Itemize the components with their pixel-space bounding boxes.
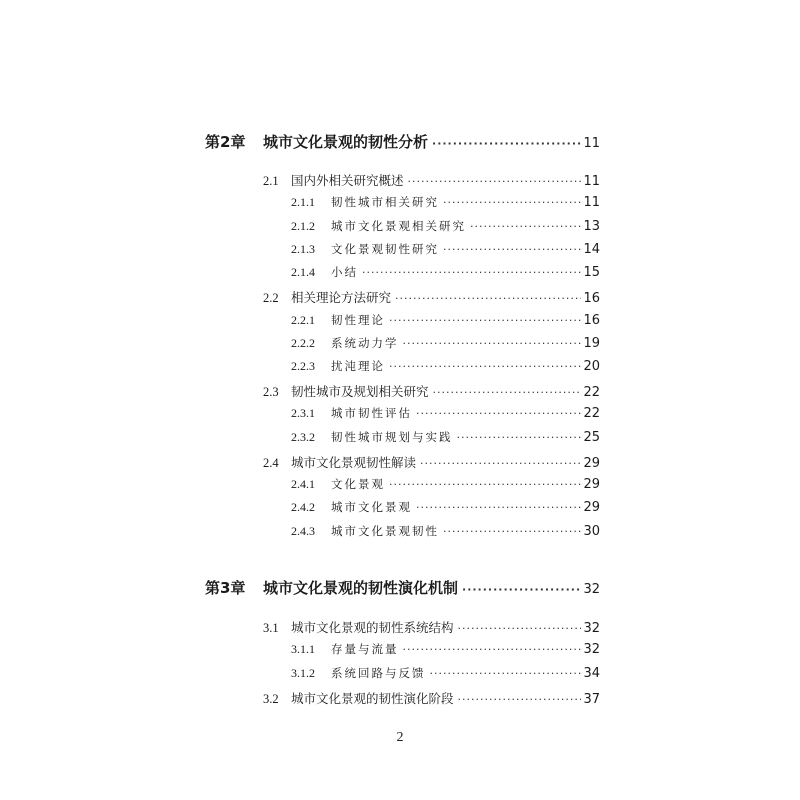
section-title: 韧性城市及规划相关研究	[291, 384, 429, 399]
subsection-page: 30	[583, 524, 600, 539]
toc-subsection-2-4-2	[291, 499, 600, 515]
subsection-number: 2.1.3	[291, 242, 315, 256]
toc-subsection-2-4-1	[291, 476, 600, 492]
subsection-number: 2.3.1	[291, 406, 315, 420]
subsection-page: 22	[583, 406, 600, 421]
dot-leader	[470, 220, 581, 233]
section-title: 相关理论方法研究	[291, 290, 392, 305]
toc-subsection-2-2-2	[291, 335, 600, 351]
section-page: 29	[583, 456, 600, 471]
subsection-title: 扰沌理论	[331, 359, 385, 373]
section-number: 2.1	[263, 174, 279, 188]
dot-leader	[458, 622, 582, 635]
subsection-page: 32	[583, 642, 600, 657]
chapter-number: 第2章	[205, 133, 246, 151]
dot-leader	[457, 431, 582, 444]
dot-leader	[443, 243, 581, 256]
subsection-number: 2.2.2	[291, 336, 315, 350]
subsection-page: 29	[583, 477, 600, 492]
dot-leader	[389, 314, 581, 327]
dot-leader	[433, 386, 582, 399]
subsection-title: 小结	[331, 265, 358, 279]
section-number: 3.2	[263, 692, 279, 706]
toc-section-2-1	[263, 171, 600, 189]
dot-leader	[430, 667, 582, 680]
chapter-title: 城市文化景观的韧性分析	[263, 133, 429, 151]
subsection-number: 2.3.2	[291, 430, 315, 444]
subsection-number: 2.4.3	[291, 524, 315, 538]
subsection-title: 韧性城市规划与实践	[331, 430, 453, 444]
section-page: 22	[583, 385, 600, 400]
toc-chapter-2	[205, 131, 600, 152]
subsection-title: 韧性城市相关研究	[331, 195, 439, 209]
toc-subsection-2-1-1	[291, 194, 600, 210]
section-title: 城市文化景观的韧性系统结构	[291, 620, 454, 635]
toc-section-2-2	[263, 288, 600, 306]
subsection-page: 29	[583, 500, 600, 515]
subsection-title: 存量与流量	[331, 642, 399, 656]
dot-leader	[408, 175, 582, 188]
section-title: 城市文化景观韧性解读	[291, 455, 417, 470]
subsection-number: 2.1.2	[291, 219, 315, 233]
page-number: 2	[396, 730, 404, 745]
subsection-number: 2.1.4	[291, 265, 315, 279]
section-number: 2.3	[263, 385, 279, 399]
dot-leader	[403, 643, 582, 656]
toc-subsection-2-3-1	[291, 405, 600, 421]
section-number: 2.2	[263, 291, 279, 305]
subsection-title: 韧性理论	[331, 313, 385, 327]
section-page: 16	[583, 291, 600, 306]
section-title: 国内外相关研究概述	[291, 173, 404, 188]
subsection-title: 城市文化景观相关研究	[331, 219, 466, 233]
toc-subsection-2-3-2	[291, 429, 600, 445]
dot-leader	[395, 292, 581, 305]
subsection-number: 3.1.1	[291, 642, 315, 656]
subsection-page: 15	[583, 265, 600, 280]
dot-leader	[403, 337, 582, 350]
dot-leader	[416, 407, 581, 420]
dot-leader	[462, 583, 581, 596]
section-title: 城市文化景观的韧性演化阶段	[291, 691, 454, 706]
subsection-number: 3.1.2	[291, 666, 315, 680]
section-number: 2.4	[263, 456, 279, 470]
toc-subsection-2-2-3	[291, 358, 600, 374]
toc-section-3-2	[263, 689, 600, 707]
subsection-page: 11	[583, 195, 600, 210]
subsection-page: 16	[583, 313, 600, 328]
toc-subsection-3-1-2	[291, 665, 600, 681]
subsection-title: 文化景观	[331, 477, 385, 491]
chapter-title: 城市文化景观的韧性演化机制	[263, 579, 459, 597]
subsection-number: 2.2.3	[291, 359, 315, 373]
toc-section-3-1	[263, 618, 600, 636]
toc-subsection-2-1-4	[291, 264, 600, 280]
toc-chapter-3	[205, 577, 600, 598]
section-number: 3.1	[263, 621, 279, 635]
dot-leader	[443, 525, 581, 538]
dot-leader	[458, 693, 582, 706]
toc-subsection-3-1-1	[291, 641, 600, 657]
subsection-page: 19	[583, 336, 600, 351]
subsection-number: 2.4.2	[291, 500, 315, 514]
chapter-page: 11	[583, 136, 600, 151]
subsection-title: 系统动力学	[331, 336, 399, 350]
toc-subsection-2-2-1	[291, 312, 600, 328]
section-page: 11	[583, 174, 600, 189]
dot-leader	[420, 457, 581, 470]
subsection-title: 城市文化景观韧性	[331, 524, 439, 538]
dot-leader	[432, 137, 581, 150]
subsection-title: 文化景观韧性研究	[331, 242, 439, 256]
subsection-page: 25	[583, 430, 600, 445]
chapter-page: 32	[583, 582, 600, 597]
subsection-page: 34	[583, 666, 600, 681]
subsection-page: 14	[583, 242, 600, 257]
dot-leader	[443, 196, 581, 209]
section-page: 37	[583, 692, 600, 707]
subsection-title: 城市文化景观	[331, 500, 412, 514]
toc-section-2-4	[263, 453, 600, 471]
chapter-number: 第3章	[205, 579, 246, 597]
section-page: 32	[583, 621, 600, 636]
toc-section-2-3	[263, 382, 600, 400]
toc-subsection-2-1-3	[291, 241, 600, 257]
subsection-page: 20	[583, 359, 600, 374]
subsection-title: 系统回路与反馈	[331, 666, 426, 680]
dot-leader	[389, 360, 581, 373]
subsection-page: 13	[583, 219, 600, 234]
subsection-title: 城市韧性评估	[331, 406, 412, 420]
subsection-number: 2.1.1	[291, 195, 315, 209]
dot-leader	[362, 266, 581, 279]
toc-subsection-2-4-3	[291, 523, 600, 539]
subsection-number: 2.4.1	[291, 477, 315, 491]
dot-leader	[416, 501, 581, 514]
dot-leader	[389, 478, 581, 491]
toc-subsection-2-1-2	[291, 218, 600, 234]
subsection-number: 2.2.1	[291, 313, 315, 327]
